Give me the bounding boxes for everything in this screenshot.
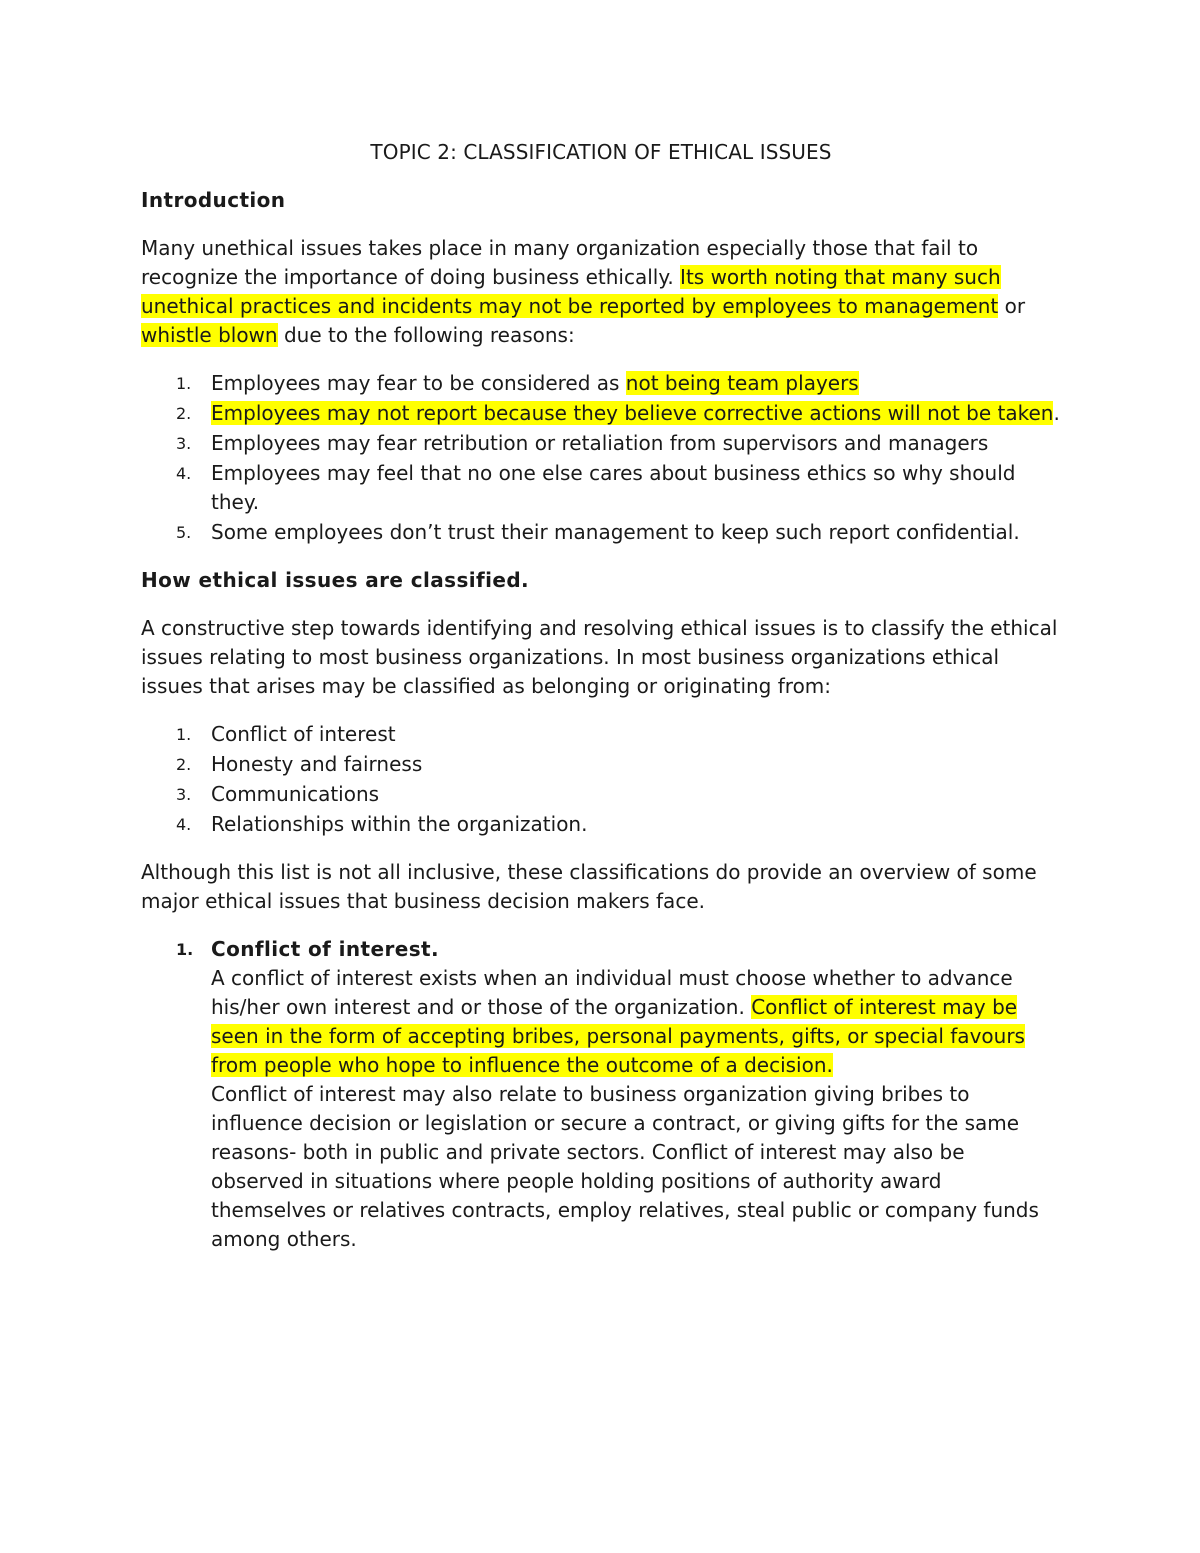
document-page [141, 138, 1061, 1273]
list-item [141, 780, 1061, 809]
intro-highlight-1: Its worth noting that many such unethical practices and incidents may not be reported by employees to management [141, 265, 1001, 318]
reason-text: Employees may feel that no one else cares about business ethics so why should they. [211, 461, 1016, 514]
list-number: 4. [176, 815, 192, 834]
reason-text: Some employees don’t trust their management to keep such report confidential. [211, 520, 1020, 544]
class-label: Honesty and fairness [211, 752, 423, 776]
list-item [141, 810, 1061, 839]
list-item [141, 750, 1061, 779]
reason-end: . [1053, 401, 1060, 425]
coi-highlight: Conflict of interest may be seen in the form of accepting bribes, personal payments, gifts, or special favours from people who hope to influence the outcome of a decision. [211, 995, 1025, 1077]
list-item [141, 399, 1061, 428]
list-number: 3. [176, 785, 192, 804]
list-item [141, 518, 1061, 547]
list-number: 4. [176, 464, 192, 483]
list-item [141, 429, 1061, 458]
list-item [141, 369, 1061, 398]
list-number: 1. [176, 940, 194, 959]
intro-text: Many unethical issues takes place in many organization especially those that fail to recognize the importance of doing business ethically. [141, 236, 979, 289]
document-title: TOPIC 2: CLASSIFICATION OF ETHICAL ISSUES [370, 140, 832, 164]
coi-text-2: Conflict of interest may also relate to business organization giving bribes to influence decision or legislation or secure a contract, or giving gifts for the same reasons- both in public and private sectors. Conflict of interest may also be observed in situations where people holding positions of authority award themselves or relatives contracts, employ relatives, steal public or company funds among others. [211, 1082, 1039, 1251]
list-number: 1. [176, 725, 192, 744]
class-label: Communications [211, 782, 380, 806]
list-number: 3. [176, 434, 192, 453]
classify-heading: How ethical issues are classified. [141, 568, 530, 592]
coi-heading: Conflict of interest. [211, 937, 439, 961]
class-label: Relationships within the organization. [211, 812, 588, 836]
list-item [141, 459, 1061, 517]
intro-paragraph [141, 234, 1061, 350]
list-number: 2. [176, 755, 192, 774]
list-number: 2. [176, 404, 192, 423]
classify-paragraph: A constructive step towards identifying and resolving ethical issues is to classify the ethical issues relating to most business organizations. In most business organizations ethical issues that arises may be classified as belonging or originating from: [141, 616, 1058, 698]
list-item [141, 720, 1061, 749]
reason-highlight: Employees may not report because they believe corrective actions will not be taken [211, 401, 1054, 425]
intro-mid: or [998, 294, 1026, 318]
classes-list [141, 720, 1061, 839]
coi-text-1: A conflict of interest exists when an individual must choose whether to advance his/her own interest and or those of the organization. [211, 966, 1013, 1019]
intro-heading: Introduction [141, 188, 286, 212]
reason-text: Employees may fear retribution or retaliation from supervisors and managers [211, 431, 989, 455]
list-item [141, 935, 1061, 1254]
intro-end: due to the following reasons: [277, 323, 575, 347]
list-number: 5. [176, 523, 192, 542]
overview-paragraph: Although this list is not all inclusive, these classifications do provide an overview of some major ethical issues that business decision makers face. [141, 860, 1037, 913]
reason-highlight: not being team players [625, 371, 859, 395]
class-label: Conflict of interest [211, 722, 396, 746]
intro-highlight-2: whistle blown [141, 323, 278, 347]
list-number: 1. [176, 374, 192, 393]
coi-section-list [141, 935, 1061, 1254]
reason-text: Employees may fear to be considered as [211, 371, 626, 395]
reasons-list [141, 369, 1061, 547]
